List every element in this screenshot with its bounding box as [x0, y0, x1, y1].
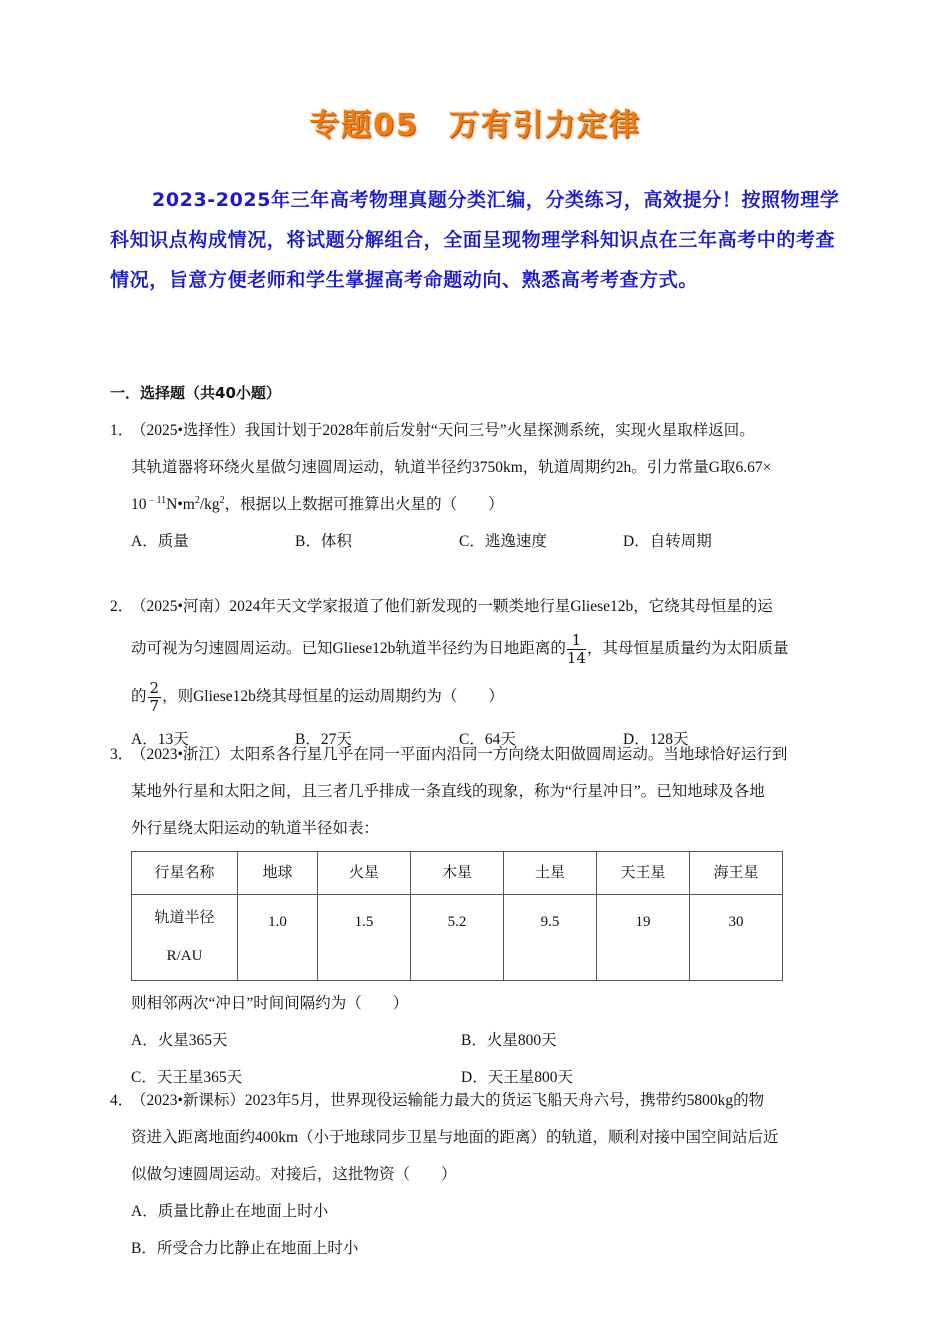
question-text-line: 资进入距离地面约400km（小于地球同步卫星与地面的距离）的轨道，顺利对接中国空间站后近 [131, 1129, 779, 1146]
option-a[interactable]: A．13天 [131, 731, 189, 748]
table-cell: 1.0 [238, 895, 318, 981]
option-a[interactable]: A．火星365天 [131, 1032, 228, 1049]
option-b[interactable]: B．火星800天 [461, 1032, 557, 1049]
table-cell: 天王星 [597, 852, 690, 895]
question-text-line: （2025•河南）2024年天文学家报道了他们新发现的一颗类地行星Gliese12b，它绕其母恒星的运 [131, 598, 773, 615]
question-text-line: 某地外行星和太阳之间，且三者几乎排成一条直线的现象，称为“行星冲日”。已知地球及各地 [131, 783, 765, 800]
question-3 [110, 736, 840, 1096]
question-text-line: 动可视为匀速圆周运动。已知Gliese12b轨道半径约为日地距离的 $\frac{1}{14}$ ，其母恒星质量约为太阳质量 [131, 630, 789, 667]
question-text-line: $10^{﹣11}N•m^2/kg^2$，根据以上数据可推算出火星的（ ） [131, 494, 504, 513]
option-a[interactable]: A．质量 [131, 533, 189, 550]
table-cell: 行星名称 [132, 852, 238, 895]
question-number: 4． [110, 1092, 134, 1109]
question-4 [110, 1082, 840, 1267]
section-heading: 一．选择题（共40小题） [110, 384, 281, 402]
answer-options [131, 1193, 840, 1267]
table-row-label: 轨道半径 R/AU [132, 895, 238, 981]
option-d[interactable]: D．自转周期 [623, 533, 712, 550]
option-c[interactable]: C．逃逸速度 [459, 533, 547, 550]
table-cell: 9.5 [504, 895, 597, 981]
fraction-two-sevenths: $\frac{2}{7}$ [149, 678, 160, 715]
option-c[interactable]: C．天王星365天 [131, 1069, 243, 1086]
answer-options [131, 523, 840, 560]
question-text-line: （2025•选择性）我国计划于2028年前后发射“天问三号”火星探测系统，实现火星取样返回。 [131, 422, 755, 439]
table-cell: 土星 [504, 852, 597, 895]
title-topic-number: 专题05 [309, 108, 419, 143]
table-header-row [132, 852, 783, 895]
question-text-line: （2023•新课标）2023年5月，世界现役运输能力最大的货运飞船天舟六号，携带约5800kg的物 [131, 1092, 765, 1109]
fraction-one-fourteenth: $\frac{1}{14}$ [566, 630, 586, 667]
question-2 [110, 588, 840, 758]
option-a[interactable]: A．质量比静止在地面上时小 [131, 1203, 329, 1220]
orbit-radius-table [131, 851, 783, 981]
table-cell: 1.5 [318, 895, 411, 981]
question-number: 1． [110, 422, 134, 439]
question-text-line: 则相邻两次“冲日”时间间隔约为（ ） [131, 995, 409, 1012]
table-cell: 地球 [238, 852, 318, 895]
question-number: 3． [110, 746, 134, 763]
table-cell: 30 [690, 895, 783, 981]
question-text-line: 外行星绕太阳运动的轨道半径如表： [131, 820, 380, 837]
question-text-line: 似做匀速圆周运动。对接后，这批物资（ ） [131, 1166, 457, 1183]
option-b[interactable]: B．所受合力比静止在地面上时小 [131, 1240, 359, 1257]
question-1 [110, 412, 840, 560]
table-cell: 火星 [318, 852, 411, 895]
table-cell: 海王星 [690, 852, 783, 895]
table-cell: 5.2 [411, 895, 504, 981]
table-cell: 19 [597, 895, 690, 981]
question-text-line: （2023•浙江）太阳系各行星几乎在同一平面内沿同一方向绕太阳做圆周运动。当地球恰好运行到 [131, 746, 788, 763]
option-b[interactable]: B．体积 [295, 533, 352, 550]
option-d[interactable]: D．天王星800天 [461, 1069, 573, 1086]
page-title [0, 100, 950, 144]
question-text-line: 的 $\frac{2}{7}$ ，则Gliese12b绕其母恒星的运动周期约为（ ） [131, 678, 504, 715]
table-row [132, 895, 783, 981]
option-c[interactable]: C．64天 [459, 731, 516, 748]
title-topic-name: 万有引力定律 [448, 108, 641, 143]
option-b[interactable]: B．27天 [295, 731, 352, 748]
option-d[interactable]: D．128天 [623, 731, 689, 748]
question-text-line: 其轨道器将环绕火星做匀速圆周运动，轨道半径约3750km，轨道周期约2h。引力常量G取6.67× [131, 459, 772, 476]
question-number: 2． [110, 598, 134, 615]
intro-paragraph: 2023-2025年三年高考物理真题分类汇编，分类练习，高效提分！按照物理学科知识点构成情况，将试题分解组合，全面呈现物理学科知识点在三年高考中的考查情况，旨意方便老师和学生掌握高考命题动向、熟悉高考考查方式。 [110, 189, 840, 291]
table-cell: 木星 [411, 852, 504, 895]
